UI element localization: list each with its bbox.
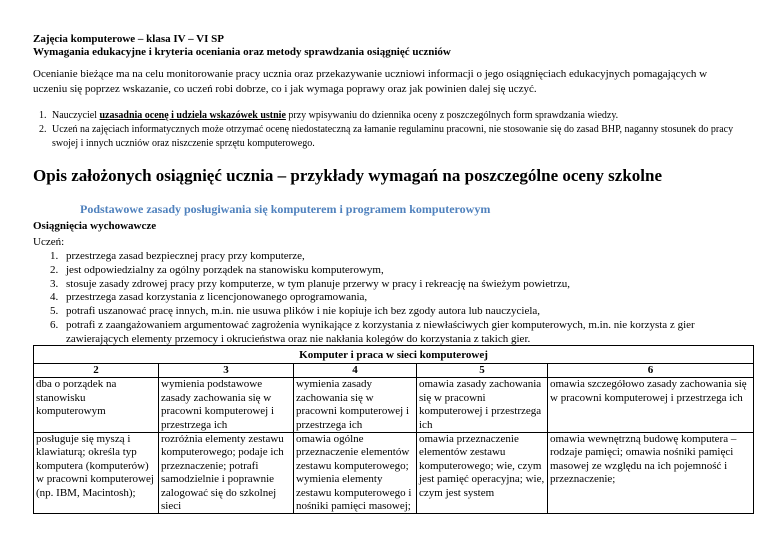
list-number: 6. [50,318,59,331]
list-number: 1. [50,250,59,262]
list-number: 2. [39,124,47,135]
grade-header: 5 [417,364,548,378]
list-item [33,123,745,151]
list-item [33,109,745,123]
table-cell: rozróżnia elementy zestawu komputerowego; podaje ich przeznaczenie; potrafi samodzielnie i poprawnie zalogować się do szkolnej sieci [159,433,294,514]
table-row [34,378,754,433]
requirements-table [33,345,754,514]
table-cell: omawia ogólne przeznaczenie elementów zestawu komputerowego; wymienia elementy zestawu komputerowego i nośniki pamięci masowej; [294,433,417,514]
header-line-1: Zajęcia komputerowe – klasa IV – VI SP [33,33,224,45]
list-item [33,291,733,305]
list-item [33,278,733,292]
table-cell: posługuje się myszą i klawiaturą; określa typ komputera (komputerów) w pracowni komputerowej (np. IBM, Macintosh); [34,433,159,514]
table-cell: wymienia podstawowe zasady zachowania się w pracowni komputerowej i przestrzega ich [159,378,294,433]
section-title: Osiągnięcia wychowawcze [33,220,157,232]
grade-header: 6 [548,364,754,378]
header-line-2: Wymagania edukacyjne i kryteria oceniania oraz metody sprawdzania osiągnięć uczniów [33,46,451,58]
achievement-text: potrafi z zaangażowaniem argumentować zagrożenia wynikające z korzystania z niewłaściwych gier komputerowych, m.in. nie korzysta z gier zawierających elementy przemocy i okrucieństwa oraz nie nakłania kolegów do korzystania z takich gier. [66,318,695,345]
achievement-text: jest odpowiedzialny za ogólny porządek na stanowisku komputerowym, [66,263,384,276]
grade-header: 2 [34,364,159,378]
achievement-text: stosuje zasady zdrowej pracy przy komputerze, w tym planuje przerwy w pracy i rekreację na świeżym powietrzu, [66,277,570,290]
table-cell: omawia zasady zachowania się w pracowni komputerowej i przestrzega ich [417,378,548,433]
note-text-pre: Nauczyciel [52,110,100,121]
list-item [33,305,733,319]
document-header [33,33,451,59]
list-item [33,250,733,264]
note-text-post: przy wpisywaniu do dziennika oceny z poszczególnych form sprawdzania wiedzy. [285,110,619,121]
note-emphasis: uzasadnia ocenę i udziela wskazówek ustnie [99,110,286,121]
list-number: 3. [50,277,59,290]
table-cell: dba o porządek na stanowisku komputerowym [34,378,159,433]
list-item [33,264,733,278]
achievement-text: przestrzega zasad korzystania z licencjonowanego oprogramowania, [66,291,368,304]
note-text: Uczeń na zajęciach informatycznych może otrzymać ocenę niedostateczną za łamanie regulaminu pracowni, nie stosowanie się do zasad BHP, naganny stosunek do pracy swojej i innych uczniów oraz niszczenie sprzętu komputerowego. [52,124,734,149]
list-number: 5. [50,305,59,318]
grade-header: 3 [159,364,294,378]
student-label: Uczeń: [33,236,65,248]
achievement-text: potrafi uszanować pracę innych, m.in. nie usuwa plików i nie kopiuje ich bez zgody autora lub nauczyciela, [66,305,541,318]
table-cell: omawia przeznaczenie elementów zestawu komputerowego; wie, czym jest pamięć operacyjna; wie, czym jest system [417,433,548,514]
main-heading: Opis założonych osiągnięć ucznia – przykłady wymagań na poszczególne oceny szkolne [33,166,662,185]
achievement-text: przestrzega zasad bezpiecznej pracy przy komputerze, [66,250,305,262]
subheading: Podstawowe zasady posługiwania się komputerem i programem komputerowym [80,202,491,216]
table-cell: wymienia zasady zachowania się w pracowni komputerowej i przestrzega ich [294,378,417,433]
list-number: 4. [50,291,59,304]
list-item [33,319,733,347]
table-caption-row [34,346,754,364]
intro-paragraph: Ocenianie bieżące ma na celu monitorowanie pracy ucznia oraz przekazywanie uczniowi informacji o jego osiągnięciach edukacyjnych pomagających w uczeniu się poprzez wskazanie, co uczeń robi dobrze, co i jak wymaga poprawy oraz jak powinien dalej się uczyć. [33,68,708,95]
notes-list [33,109,745,151]
table-header-row [34,364,754,378]
list-number: 1. [39,110,47,121]
list-number: 2. [50,263,59,276]
table-row [34,433,754,514]
grade-header: 4 [294,364,417,378]
table-cell: omawia wewnętrzną budowę komputera – rodzaje pamięci; omawia nośniki pamięci masowej ze względu na ich pojemność i przeznaczenie; [548,433,754,514]
table-caption: Komputer i praca w sieci komputerowej [34,346,754,364]
table-cell: omawia szczegółowo zasady zachowania się w pracowni komputerowej i przestrzega ich [548,378,754,433]
achievements-list [33,250,733,347]
